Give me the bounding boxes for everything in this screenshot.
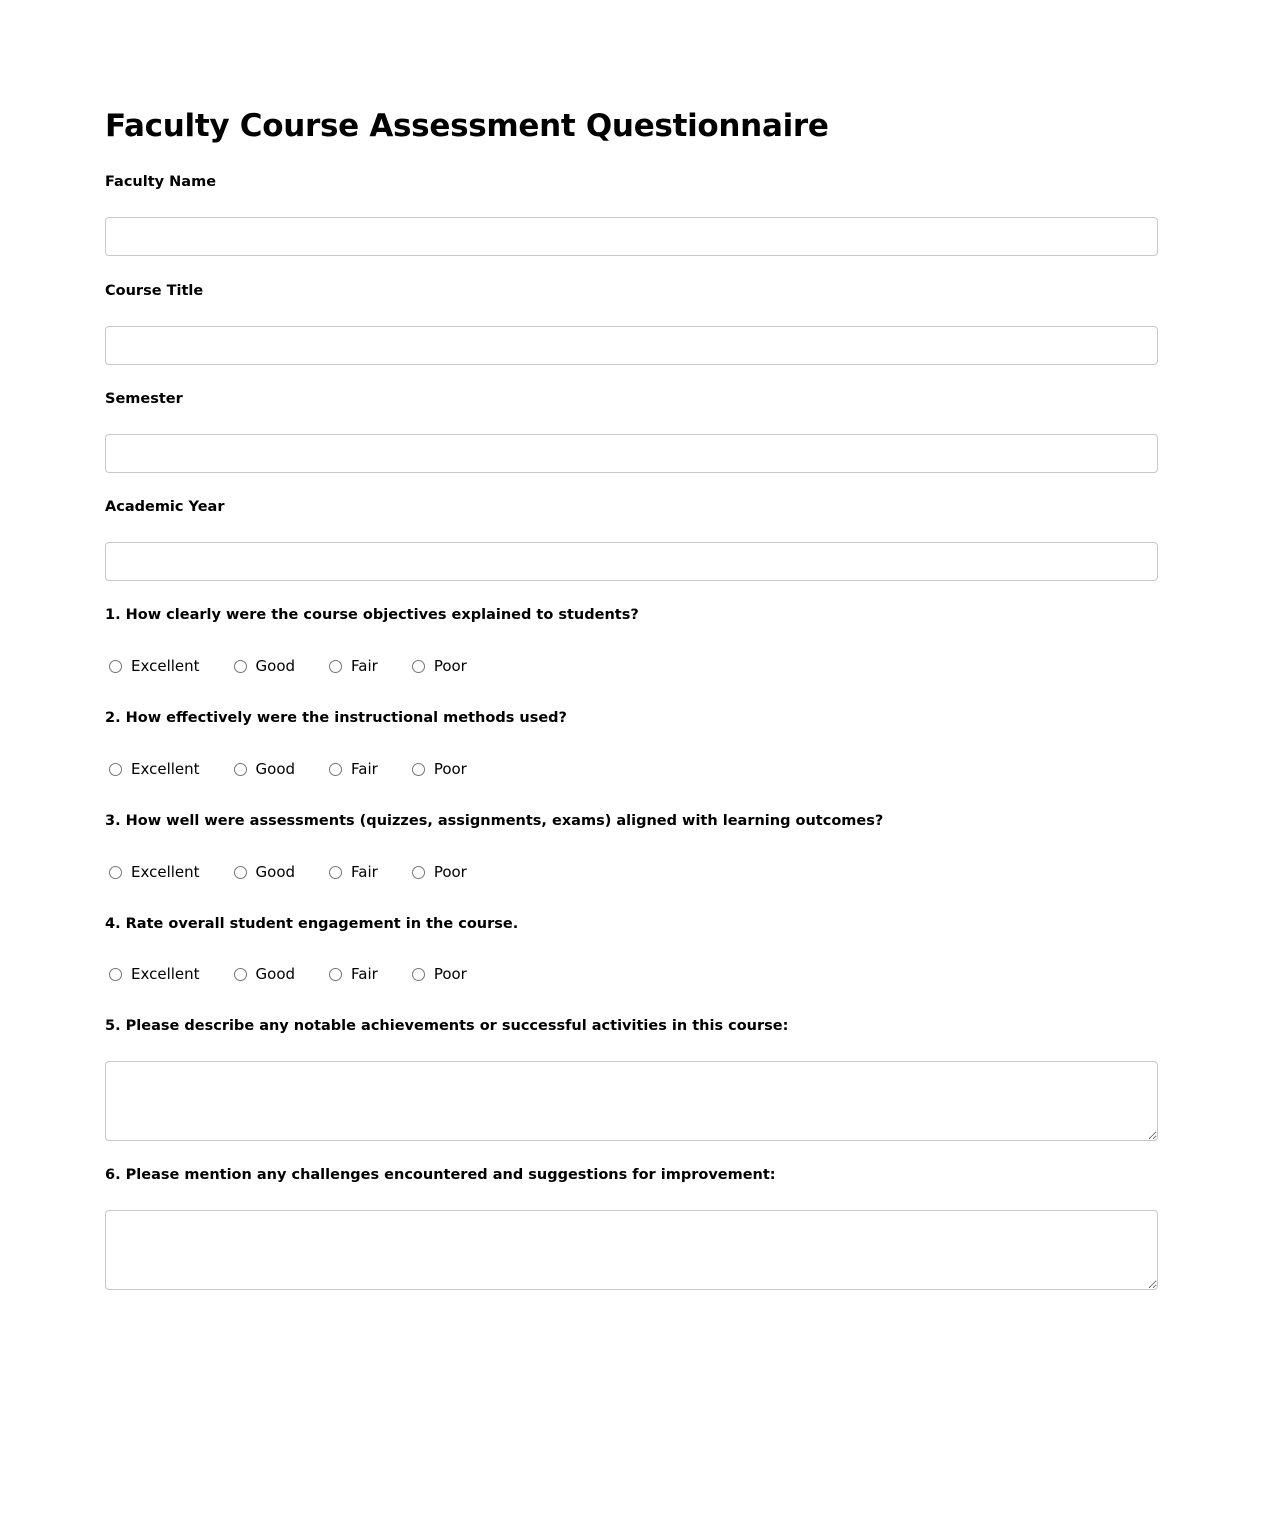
question-2-label: 2. How effectively were the instructional methods used?: [105, 710, 567, 726]
q3-option-fair[interactable]: Fair: [329, 863, 378, 881]
challenges-textarea[interactable]: [105, 1210, 1158, 1290]
question-1-options: [109, 656, 501, 676]
academic-year-input[interactable]: [105, 542, 1158, 581]
question-1-label: 1. How clearly were the course objectives explained to students?: [105, 607, 639, 623]
q3-radio-good[interactable]: [234, 866, 247, 879]
q2-option-excellent[interactable]: Excellent: [109, 760, 200, 778]
question-4-options: [109, 964, 501, 984]
q4-radio-excellent[interactable]: [109, 968, 122, 981]
q2-option-poor[interactable]: Poor: [412, 760, 467, 778]
q1-radio-fair[interactable]: [329, 660, 342, 673]
q4-radio-good[interactable]: [234, 968, 247, 981]
semester-label: Semester: [105, 391, 183, 407]
q2-radio-poor[interactable]: [412, 763, 425, 776]
q1-option-excellent[interactable]: Excellent: [109, 657, 200, 675]
q3-radio-excellent[interactable]: [109, 866, 122, 879]
page-title: Faculty Course Assessment Questionnaire: [105, 108, 829, 144]
faculty-name-label: Faculty Name: [105, 174, 217, 190]
q1-radio-poor[interactable]: [412, 660, 425, 673]
question-4-label: 4. Rate overall student engagement in the course.: [105, 916, 519, 932]
q4-option-fair[interactable]: Fair: [329, 965, 378, 983]
q4-option-good[interactable]: Good: [234, 965, 296, 983]
academic-year-label: Academic Year: [105, 499, 225, 515]
q1-option-good[interactable]: Good: [234, 657, 296, 675]
q3-option-excellent[interactable]: Excellent: [109, 863, 200, 881]
question-3-options: [109, 862, 501, 882]
q3-option-good[interactable]: Good: [234, 863, 296, 881]
semester-input[interactable]: [105, 434, 1158, 473]
faculty-name-input[interactable]: [105, 217, 1158, 256]
q4-radio-poor[interactable]: [412, 968, 425, 981]
question-3-label: 3. How well were assessments (quizzes, assignments, exams) aligned with learning outcomes?: [105, 813, 884, 829]
q2-option-fair[interactable]: Fair: [329, 760, 378, 778]
q3-radio-poor[interactable]: [412, 866, 425, 879]
q4-radio-fair[interactable]: [329, 968, 342, 981]
achievements-textarea[interactable]: [105, 1061, 1158, 1141]
question-6-label: 6. Please mention any challenges encountered and suggestions for improvement:: [105, 1167, 776, 1183]
q4-option-excellent[interactable]: Excellent: [109, 965, 200, 983]
q1-radio-excellent[interactable]: [109, 660, 122, 673]
q2-radio-fair[interactable]: [329, 763, 342, 776]
q2-radio-excellent[interactable]: [109, 763, 122, 776]
q1-radio-good[interactable]: [234, 660, 247, 673]
q1-option-fair[interactable]: Fair: [329, 657, 378, 675]
question-2-options: [109, 759, 501, 779]
q3-radio-fair[interactable]: [329, 866, 342, 879]
q1-option-poor[interactable]: Poor: [412, 657, 467, 675]
course-title-label: Course Title: [105, 283, 204, 299]
q2-option-good[interactable]: Good: [234, 760, 296, 778]
q4-option-poor[interactable]: Poor: [412, 965, 467, 983]
course-title-input[interactable]: [105, 326, 1158, 365]
q2-radio-good[interactable]: [234, 763, 247, 776]
q3-option-poor[interactable]: Poor: [412, 863, 467, 881]
question-5-label: 5. Please describe any notable achievements or successful activities in this course:: [105, 1018, 789, 1034]
